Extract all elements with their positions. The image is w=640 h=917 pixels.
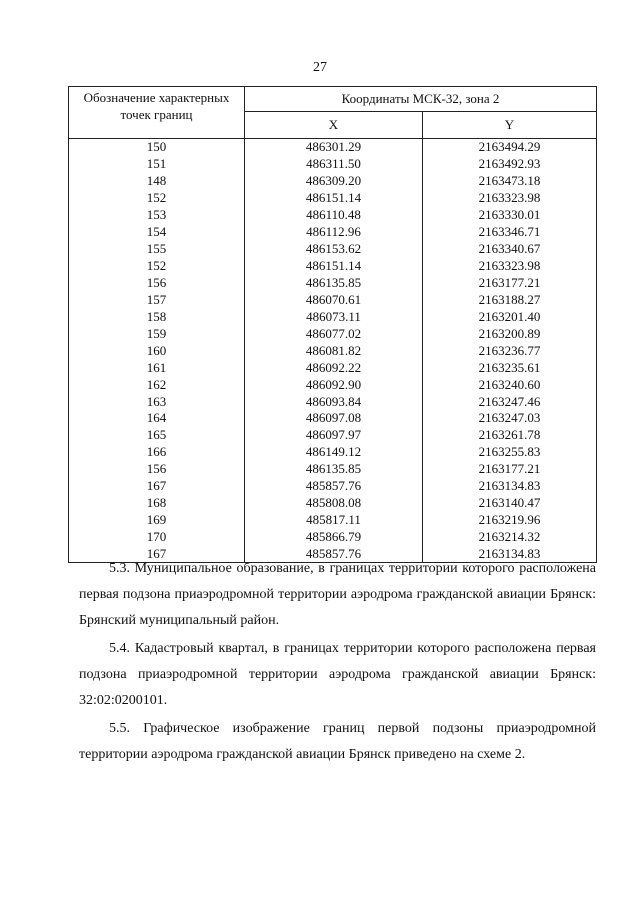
x-coordinate-cell: 486135.85 bbox=[245, 461, 423, 478]
y-coordinate-cell: 2163177.21 bbox=[423, 275, 597, 292]
y-coordinate-cell: 2163473.18 bbox=[423, 173, 597, 190]
point-number-cell: 161 bbox=[69, 359, 245, 376]
table-row bbox=[69, 258, 597, 275]
table-row bbox=[69, 461, 597, 478]
point-number-cell: 167 bbox=[69, 546, 245, 563]
table-row bbox=[69, 376, 597, 393]
y-coordinate-cell: 2163134.83 bbox=[423, 546, 597, 563]
point-number-cell: 154 bbox=[69, 224, 245, 241]
table-row bbox=[69, 444, 597, 461]
table-row bbox=[69, 308, 597, 325]
table-row bbox=[69, 156, 597, 173]
table-row bbox=[69, 190, 597, 207]
point-number-cell: 152 bbox=[69, 258, 245, 275]
x-coordinate-cell: 486070.61 bbox=[245, 291, 423, 308]
y-coordinate-cell: 2163346.71 bbox=[423, 224, 597, 241]
point-number-cell: 148 bbox=[69, 173, 245, 190]
table-row bbox=[69, 478, 597, 495]
table-body bbox=[69, 139, 597, 563]
point-number-cell: 165 bbox=[69, 427, 245, 444]
y-coordinate-cell: 2163323.98 bbox=[423, 190, 597, 207]
y-coordinate-cell: 2163255.83 bbox=[423, 444, 597, 461]
point-number-cell: 167 bbox=[69, 478, 245, 495]
table-row bbox=[69, 207, 597, 224]
coordinates-table bbox=[68, 86, 597, 563]
paragraph-5-5 bbox=[79, 716, 596, 768]
page-number: 27 bbox=[313, 60, 327, 75]
x-coordinate-cell: 485817.11 bbox=[245, 512, 423, 529]
x-coordinate-cell: 486093.84 bbox=[245, 393, 423, 410]
y-coordinate-cell: 2163261.78 bbox=[423, 427, 597, 444]
x-coordinate-cell: 485857.76 bbox=[245, 546, 423, 563]
x-coordinate-cell: 486097.08 bbox=[245, 410, 423, 427]
table-row bbox=[69, 410, 597, 427]
point-number-cell: 155 bbox=[69, 241, 245, 258]
table-row bbox=[69, 173, 597, 190]
point-number-cell: 168 bbox=[69, 495, 245, 512]
table-row bbox=[69, 342, 597, 359]
point-number-cell: 152 bbox=[69, 190, 245, 207]
paragraph-5-4 bbox=[79, 636, 596, 714]
x-coordinate-cell: 486112.96 bbox=[245, 224, 423, 241]
y-coordinate-cell: 2163140.47 bbox=[423, 495, 597, 512]
header-coordinates-group: Координаты МСК-32, зона 2 bbox=[245, 87, 597, 112]
table-row bbox=[69, 291, 597, 308]
table-row bbox=[69, 275, 597, 292]
table-row bbox=[69, 495, 597, 512]
y-coordinate-cell: 2163219.96 bbox=[423, 512, 597, 529]
paragraph-5-5-text: 5.5. Графическое изображение границ первой подзоны приаэродромной территории аэродрома гражданской авиации Брянск приведено на схеме 2. bbox=[79, 721, 596, 762]
table-row bbox=[69, 359, 597, 376]
x-coordinate-cell: 485866.79 bbox=[245, 529, 423, 546]
point-number-cell: 157 bbox=[69, 291, 245, 308]
y-coordinate-cell: 2163134.83 bbox=[423, 478, 597, 495]
x-coordinate-cell: 486135.85 bbox=[245, 275, 423, 292]
table-row bbox=[69, 241, 597, 258]
y-coordinate-cell: 2163201.40 bbox=[423, 308, 597, 325]
point-number-cell: 153 bbox=[69, 207, 245, 224]
paragraph-5-3-text: 5.3. Муниципальное образование, в границах территории которого расположена первая подзона приаэродромной территории аэродрома гражданской авиации Брянск: Брянский муниципальный район. bbox=[79, 561, 596, 628]
x-coordinate-cell: 486311.50 bbox=[245, 156, 423, 173]
point-number-cell: 170 bbox=[69, 529, 245, 546]
y-coordinate-cell: 2163492.93 bbox=[423, 156, 597, 173]
x-coordinate-cell: 486309.20 bbox=[245, 173, 423, 190]
y-coordinate-cell: 2163340.67 bbox=[423, 241, 597, 258]
point-number-cell: 163 bbox=[69, 393, 245, 410]
point-number-cell: 156 bbox=[69, 461, 245, 478]
table-row bbox=[69, 325, 597, 342]
paragraph-5-3 bbox=[79, 556, 596, 634]
point-number-cell: 151 bbox=[69, 156, 245, 173]
x-coordinate-cell: 486073.11 bbox=[245, 308, 423, 325]
x-coordinate-cell: 486151.14 bbox=[245, 258, 423, 275]
x-coordinate-cell: 486077.02 bbox=[245, 325, 423, 342]
y-coordinate-cell: 2163235.61 bbox=[423, 359, 597, 376]
x-coordinate-cell: 486153.62 bbox=[245, 241, 423, 258]
x-coordinate-cell: 486092.22 bbox=[245, 359, 423, 376]
y-coordinate-cell: 2163236.77 bbox=[423, 342, 597, 359]
point-number-cell: 159 bbox=[69, 325, 245, 342]
point-number-cell: 160 bbox=[69, 342, 245, 359]
point-number-cell: 162 bbox=[69, 376, 245, 393]
table-row bbox=[69, 512, 597, 529]
point-number-cell: 158 bbox=[69, 308, 245, 325]
header-point-designation: Обозначение характерных точек границ bbox=[69, 87, 245, 139]
point-number-cell: 164 bbox=[69, 410, 245, 427]
paragraph-5-4-text: 5.4. Кадастровый квартал, в границах территории которого расположена первая подзона приаэродромной территории аэродрома гражданской авиации Брянск: 32:02:0200101. bbox=[79, 641, 596, 708]
x-coordinate-cell: 486097.97 bbox=[245, 427, 423, 444]
y-coordinate-cell: 2163494.29 bbox=[423, 139, 597, 156]
table-row bbox=[69, 529, 597, 546]
y-coordinate-cell: 2163188.27 bbox=[423, 291, 597, 308]
x-coordinate-cell: 486149.12 bbox=[245, 444, 423, 461]
point-number-cell: 156 bbox=[69, 275, 245, 292]
y-coordinate-cell: 2163323.98 bbox=[423, 258, 597, 275]
y-coordinate-cell: 2163330.01 bbox=[423, 207, 597, 224]
x-coordinate-cell: 486151.14 bbox=[245, 190, 423, 207]
y-coordinate-cell: 2163240.60 bbox=[423, 376, 597, 393]
x-coordinate-cell: 486081.82 bbox=[245, 342, 423, 359]
point-number-cell: 169 bbox=[69, 512, 245, 529]
y-coordinate-cell: 2163177.21 bbox=[423, 461, 597, 478]
x-coordinate-cell: 486110.48 bbox=[245, 207, 423, 224]
x-coordinate-cell: 485808.08 bbox=[245, 495, 423, 512]
table-row bbox=[69, 427, 597, 444]
table-row bbox=[69, 393, 597, 410]
y-coordinate-cell: 2163200.89 bbox=[423, 325, 597, 342]
table-row bbox=[69, 139, 597, 156]
x-coordinate-cell: 485857.76 bbox=[245, 478, 423, 495]
y-coordinate-cell: 2163247.46 bbox=[423, 393, 597, 410]
header-y: Y bbox=[423, 112, 597, 139]
y-coordinate-cell: 2163214.32 bbox=[423, 529, 597, 546]
y-coordinate-cell: 2163247.03 bbox=[423, 410, 597, 427]
point-number-cell: 150 bbox=[69, 139, 245, 156]
point-number-cell: 166 bbox=[69, 444, 245, 461]
table-row bbox=[69, 224, 597, 241]
x-coordinate-cell: 486301.29 bbox=[245, 139, 423, 156]
header-x: X bbox=[245, 112, 423, 139]
x-coordinate-cell: 486092.90 bbox=[245, 376, 423, 393]
